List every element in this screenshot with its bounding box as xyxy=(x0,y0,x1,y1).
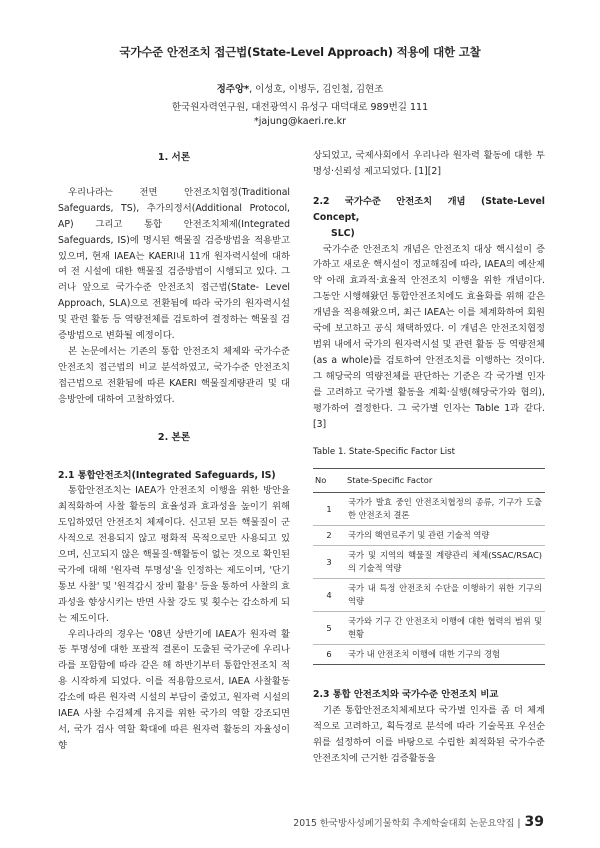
section-heading-intro: 1. 서론 xyxy=(157,152,191,163)
table-row xyxy=(313,546,545,579)
table-row xyxy=(313,645,545,665)
right-column xyxy=(313,148,545,767)
intro-paragraph-1: 우리나라는 전면 안전조치협정(Traditional Safeguards, TS), 추가의정서(Additional Protocol, AP) 그리고 통합 안전조치체제(Integrated Safeguards, IS)에 명시된 핵물질 검증방법을 적용받고 있으며, 현재 IAEA는 KAERI내 11개 원자력시설에 대하여 전 시설에 대한 핵물질 검증방법이 시행되고 있다. 그러나 앞으로 국가수준 안전조치 접근법(State- Level Approach, SLA)으로 전환됨에 따라 국가의 원자력시설 및 관련 활동 등 역량전체를 검토하여 결정하는 핵물질 검증방법으로 변화될 예정이다. xyxy=(58,186,290,342)
table-cell-factor: 국가의 핵연료주기 및 관련 기술적 역량 xyxy=(345,526,545,546)
intro-paragraph-2: 본 논문에서는 기존의 통합 안전조치 체제와 국가수준 안전조치 접근법의 비교 분석하였고, 국가수준 안전조치 접근법으로 전환됨에 따른 KAERI 핵물질계량관리 및 대응방안에 대하여 고찰하였다. xyxy=(58,345,290,405)
table-cell-no: 5 xyxy=(313,612,345,645)
table-row xyxy=(313,526,545,546)
footer-conference: 2015 한국방사성폐기물학회 추계학술대회 논문요약집 xyxy=(293,818,515,829)
affiliation: 한국원자력연구원, 대전광역시 유성구 대덕대로 989번길 111 xyxy=(171,102,429,113)
is-paragraph-1: 통합안전조치는 IAEA가 안전조치 이행을 위한 방안을 최적화하여 사찰 활동의 효율성과 효과성을 높이기 위해 도입하였던 안전조치 체제이다. 신고된 모든 핵물질이 군사적으로 전용되지 않고 평화적 목적으로만 사용되고 있으며, 신고되지 않은 핵물질·핵활동이 없는 것으로 확인된 국가에 대해 '원자력 투명성'을 인정하는 제도이며, '단기 통보 사찰' 및 '원격감시 장비 활용' 등을 통하여 사찰의 효과성을 향상시키는 반면 사찰 강도 및 횟수는 감소하게 되는 제도이다. xyxy=(58,485,290,624)
table-cell-no: 1 xyxy=(313,493,345,526)
table-cell-no: 6 xyxy=(313,645,345,665)
table-header-row xyxy=(313,469,545,493)
section-heading-body: 2. 본론 xyxy=(157,431,191,443)
table-cell-no: 3 xyxy=(313,546,345,579)
subsection-heading-2-2-line1: 2.2 국가수준 안전조치 개념 (State-Level Concept, xyxy=(313,195,545,223)
slc-paragraph-1: 국가수준 안전조치 개념은 안전조치 대상 핵시설이 증가하고 새로운 핵시설이 정교해짐에 따라, IAEA의 예산제약 아래 효과적·효율적 안전조치 이행을 위한 개념이다. 그동안 시행해왔던 통합안전조치에도 효율화를 위해 같은 개념을 적용해왔으며, 최근 IAEA는 이를 체계화하여 회원국에 보고하고 공식 채택하였다. 이 개념은 안전조치협정 범위 내에서 국가의 원자력시설 및 관련 활동 등 역량전체(as a whole)를 검토하여 안전조치를 이행하는 것이다. 그 해당국의 역량전체를 판단하는 기준은 각 국가별 인자를 고려하고 국가별 활동을 계획·실행(해당국가와 협의), 평가하여 결정한다. 그 국가별 인자는 Table 1과 같다. [3] xyxy=(313,243,545,430)
table-caption: Table 1. State-Specific Factor List xyxy=(313,447,455,458)
table-cell-factor: 국가가 발효 중인 안전조치협정의 종류, 기구가 도출한 안전조치 결론 xyxy=(345,493,545,526)
table-cell-factor: 국가 및 지역의 핵물질 계량관리 체제(SSAC/RSAC)의 기술적 역량 xyxy=(345,546,545,579)
table-header-factor: State-Specific Factor xyxy=(345,469,545,493)
page-number: 39 xyxy=(524,814,544,830)
is-paragraph-2: 우리나라의 경우는 '08년 상반기에 IAEA가 원자력 활동 투명성에 대한 포괄적 결론이 도출된 국가군에 우리나라를 포함함에 따라 같은 해 하반기부터 통합안전조치 적용 시작하게 되었다. 이를 적용함으로서, IAEA 사찰활동 감소에 따른 원자력 시설의 부담이 줄었고, 원자력 시설의 IAEA 사찰 수검체계 유지를 위한 국가의 역할 강조되면서, 국가 검사 역할 확대에 따른 원자력 활동의 자율성이 향 xyxy=(58,628,290,751)
table-cell-factor: 국가와 기구 간 안전조치 이행에 대한 협력의 범위 및 현황 xyxy=(345,612,545,645)
paper-title: 국가수준 안전조치 접근법(State-Level Approach) 적용에 대한 고찰 xyxy=(119,45,481,59)
subsection-heading-2-2-line2: SLC) xyxy=(331,227,355,239)
comparison-paragraph-1: 기존 통합안전조치체제보다 국가별 인자를 좀 더 체계적으로 고려하고, 획득경로 분석에 따라 기술목표 우선순위를 설정하여 이를 바탕으로 수립한 최적화된 국가수준 안전조치에 근거한 검증활동을 xyxy=(313,705,545,764)
subsection-heading-2-3: 2.3 통합 안전조치와 국가수준 안전조치 비교 xyxy=(313,689,499,701)
table-row xyxy=(313,612,545,645)
coauthors: , 이성호, 이병두, 김인철, 김현조 xyxy=(249,84,384,95)
table-cell-factor: 국가 내 특정 안전조치 수단을 이행하기 위한 기구의 역량 xyxy=(345,579,545,612)
footer-separator: | xyxy=(517,818,521,829)
state-specific-factor-table xyxy=(313,468,545,665)
table-cell-no: 2 xyxy=(313,526,345,546)
table-cell-factor: 국가 내 안전조치 이행에 대한 기구의 경험 xyxy=(345,645,545,665)
author-email: *jajung@kaeri.re.kr xyxy=(254,116,346,127)
page-footer xyxy=(293,814,544,830)
author-line xyxy=(0,81,600,95)
subsection-heading-2-1: 2.1 통합안전조치(Integrated Safeguards, IS) xyxy=(58,469,276,481)
subsection-heading-2-2 xyxy=(313,194,545,242)
table-header-no: No xyxy=(313,469,345,493)
is-paragraph-2-continued: 상되었고, 국제사회에서 우리나라 원자력 활동에 대한 투명성·신뢰성 제고되었다. [1][2] xyxy=(313,150,545,177)
table-cell-no: 4 xyxy=(313,579,345,612)
left-column xyxy=(58,148,290,754)
table-row xyxy=(313,579,545,612)
lead-author: 정주앙* xyxy=(216,84,250,95)
table-row xyxy=(313,493,545,526)
